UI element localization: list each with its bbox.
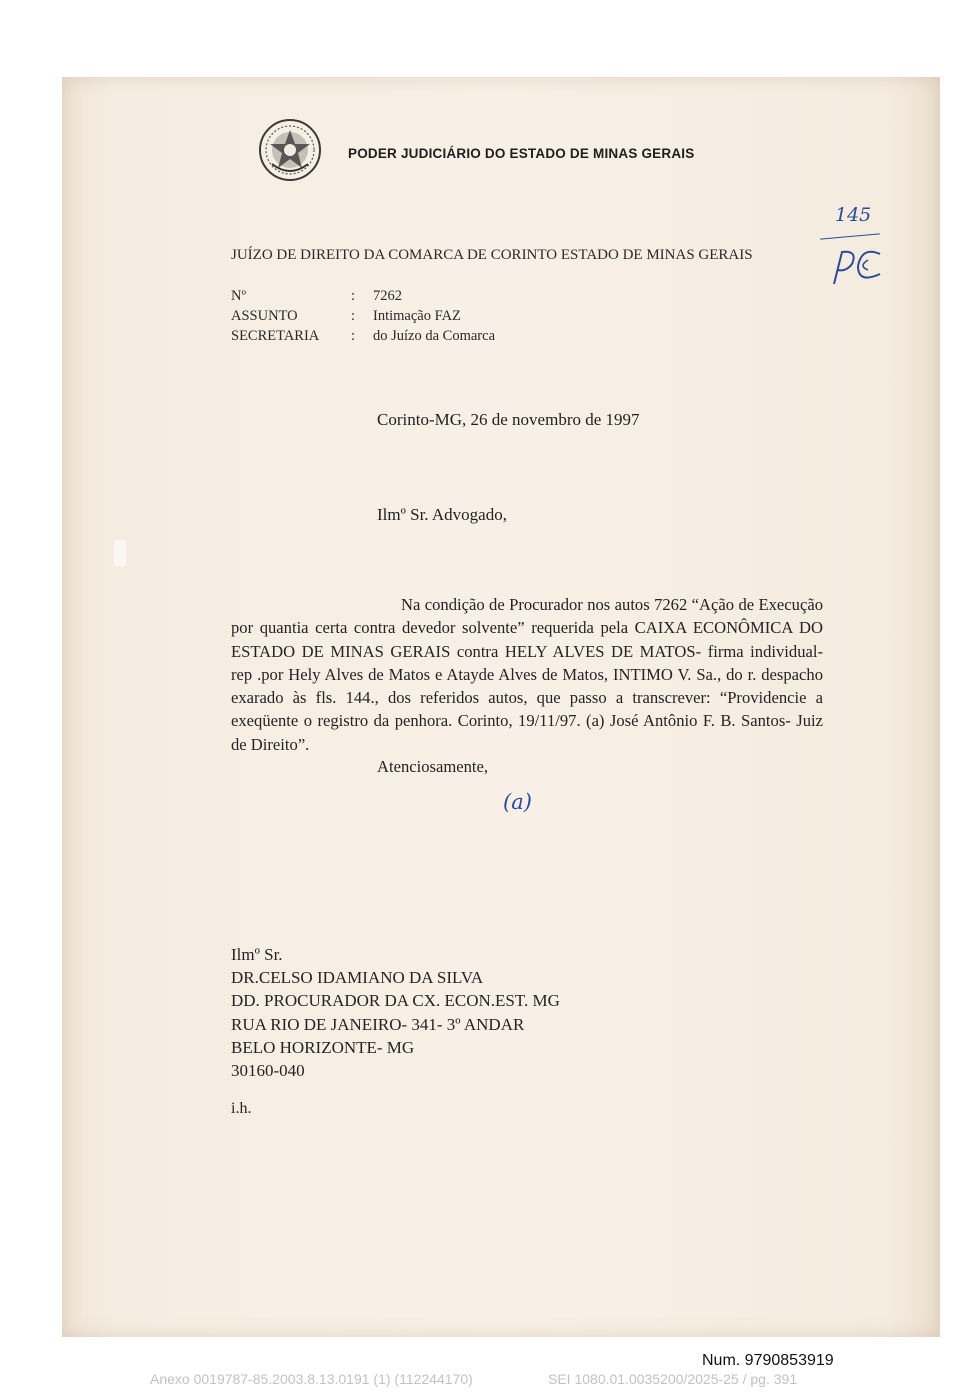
meta-value: 7262 xyxy=(373,288,402,304)
recipient-line: DD. PROCURADOR DA CX. ECON.EST. MG xyxy=(231,991,560,1011)
recipient-line: BELO HORIZONTE- MG xyxy=(231,1037,415,1057)
meta-key: ASSUNTO xyxy=(231,308,298,324)
footer-sei-reference: SEI 1080.01.0035200/2025-25 / pg. 391 xyxy=(548,1371,798,1387)
meta-separator: : xyxy=(351,308,356,324)
body-paragraph: Na condição de Procurador nos autos 7262 “Ação de Execução por quantia certa contra devedor solvente” requerida pela CAIXA ECONÔMICA DO ESTADO DE MINAS GERAIS contra HELY ALVES DE MATOS- firma individual- rep .por Hely Alves de Matos e Atayde Alves de Matos, INTIMO V. Sa., do r. despacho exarado às fls. 144., dos referidos autos, que passo a transcrever: “Providencie a exeqüente o registro da penhora. Corinto, 19/11/97. (a) José Antônio F. B. Santos- Juiz de Direito”. xyxy=(231,595,823,754)
handwritten-signature-mark: (a) xyxy=(503,790,532,814)
recipient-line: Ilmº Sr. xyxy=(231,945,283,964)
document-number: Num. 9790853919 xyxy=(702,1352,834,1369)
meta-value: Intimação FAZ xyxy=(373,308,461,324)
meta-key: Nº xyxy=(231,288,246,304)
date-line: Corinto-MG, 26 de novembro de 1997 xyxy=(377,410,640,429)
meta-value: do Juízo da Comarca xyxy=(373,328,496,344)
institution-title: PODER JUDICIÁRIO DO ESTADO DE MINAS GERAIS xyxy=(348,146,695,161)
recipient-line: 30160-040 xyxy=(231,1061,305,1081)
coat-of-arms-icon xyxy=(258,118,322,182)
recipient-line: DR.CELSO IDAMIANO DA SILVA xyxy=(231,968,484,988)
meta-separator: : xyxy=(351,328,356,344)
salutation: Ilmº Sr. Advogado, xyxy=(377,505,507,524)
recipient-address xyxy=(231,943,560,1082)
meta-row-secretary xyxy=(231,328,495,348)
handwritten-initials xyxy=(828,244,890,292)
paper-smudge xyxy=(114,540,126,566)
meta-row-number xyxy=(231,288,495,308)
typist-initials: i.h. xyxy=(231,1100,252,1117)
footer-annex-reference: Anexo 0019787-85.2003.8.13.0191 (1) (112244170) xyxy=(150,1371,473,1387)
document-metadata xyxy=(231,288,495,348)
meta-row-subject xyxy=(231,308,495,328)
court-name: JUÍZO DE DIREITO DA COMARCA DE CORINTO ESTADO DE MINAS GERAIS xyxy=(231,247,753,263)
recipient-line: RUA RIO DE JANEIRO- 341- 3º ANDAR xyxy=(231,1014,525,1034)
meta-key: SECRETARIA xyxy=(231,328,320,344)
closing: Atenciosamente, xyxy=(377,757,489,776)
meta-separator: : xyxy=(351,288,356,304)
handwritten-page-number: 145 xyxy=(835,204,872,226)
